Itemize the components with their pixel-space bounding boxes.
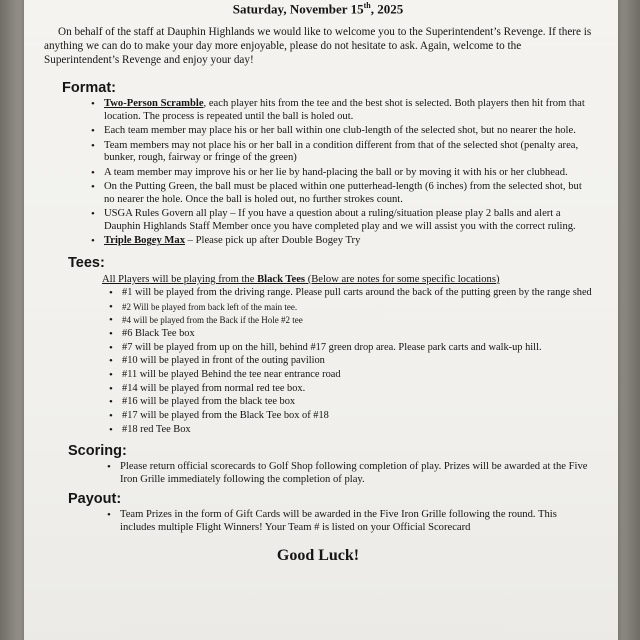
format-item	[104, 167, 592, 180]
tee-item: • #1 will be played from the driving range. Please pull carts around the back of the putting green by the range shed	[122, 287, 592, 300]
format-item	[104, 98, 592, 123]
tees-list	[122, 287, 592, 436]
tee-item: • #18 red Tee Box	[122, 424, 592, 437]
tee-item: • #16 will be played from the black tee box	[122, 396, 592, 409]
tees-note	[102, 273, 592, 286]
tee-item: • #11 will be played Behind the tee near entrance road	[122, 369, 592, 382]
format-item	[104, 140, 592, 165]
welcome-paragraph: On behalf of the staff at Dauphin Highlands we would like to welcome you to the Superintendent’s Revenge. If there is anything we can do to make your day more enjoyable, please do not hesitate to ask. Again, welcome to the Superintendent’s Revenge and enjoy your day!	[44, 26, 592, 67]
format-item-text: On the Putting Green, the ball must be placed within one putterhead-length (6 inches) from the selected shot, but no nearer the hole. Once the ball is holed out, no further strokes count.	[104, 181, 582, 205]
tee-item: • #17 will be played from the Black Tee box of #18	[122, 410, 592, 423]
tees-note-all-players: All Players	[102, 273, 150, 285]
payout-item: • Team Prizes in the form of Gift Cards will be awarded in the Five Iron Grille following the round. This includes multiple Flight Winners! Your Team # is listed on your Official Scorecard	[120, 509, 592, 534]
format-item-text: , each player hits from the tee and the best shot is selected. Both players then hit from that location. The process is repeated until the ball is holed out.	[104, 98, 585, 122]
event-date-year: , 2025	[370, 1, 404, 17]
format-item-lead: Triple Bogey Max	[104, 235, 186, 247]
tee-item: • #14 will be played from normal red tee box.	[122, 383, 592, 396]
format-list	[104, 98, 592, 248]
tee-item: • #2 Will be played from back left of the main tee.	[122, 301, 592, 314]
format-item-text: A team member may improve his or her lie by hand-placing the ball or by moving it with his or her clubhead.	[104, 166, 568, 178]
tees-note-end: (Below are notes for some specific locations)	[305, 273, 500, 285]
format-item-lead: Two-Person Scramble	[104, 98, 204, 110]
tees-heading: Tees:	[68, 254, 105, 271]
scoring-item: • Please return official scorecards to Golf Shop following completion of play. Prizes will be awarded at the Five Iron Grille immediately following the completion of play.	[120, 461, 592, 486]
tee-item: • #4 will be played from the Back if the Hole #2 tee	[122, 314, 592, 327]
format-item-text: Team members may not place his or her ball in a condition different from that of the selected shot (penalty area, bunker, rough, fairway or fringe of the green)	[104, 139, 579, 164]
tee-item: • #10 will be played in front of the outing pavilion	[122, 355, 592, 368]
format-item	[104, 125, 592, 138]
tees-note-mid: will be playing from the	[149, 273, 258, 285]
format-item	[104, 181, 592, 206]
format-heading: Format:	[62, 80, 116, 97]
event-date-suffix: th	[363, 1, 371, 10]
event-date	[44, 0, 592, 17]
tee-item: • #6 Black Tee box	[122, 328, 592, 341]
scoring-heading: Scoring:	[68, 443, 127, 460]
tees-note-black-tees: Black Tees	[257, 273, 306, 285]
event-date-text: Saturday, November 15	[232, 1, 364, 17]
format-item-text: – Please pick up after Double Bogey Try	[185, 235, 361, 247]
payout-list	[120, 509, 592, 534]
format-item	[104, 208, 592, 233]
format-item-text: USGA Rules Govern all play – If you have a question about a ruling/situation please play 2 balls and alert a Dauphin Highlands Staff Member once you have completed play and we will assist you with the correct ruling.	[104, 208, 576, 232]
format-item-text: Each team member may place his or her ball within one club-length of the selected shot, but no nearer the hole.	[104, 125, 576, 137]
closing-message: Good Luck!	[276, 547, 360, 565]
format-item	[104, 235, 592, 248]
payout-heading: Payout:	[68, 491, 122, 508]
scoring-list	[120, 461, 592, 486]
tee-item: • #7 will be played from up on the hill, behind #17 green drop area. Please park carts and walk-up hill.	[122, 342, 592, 355]
flyer-page	[24, 0, 618, 640]
